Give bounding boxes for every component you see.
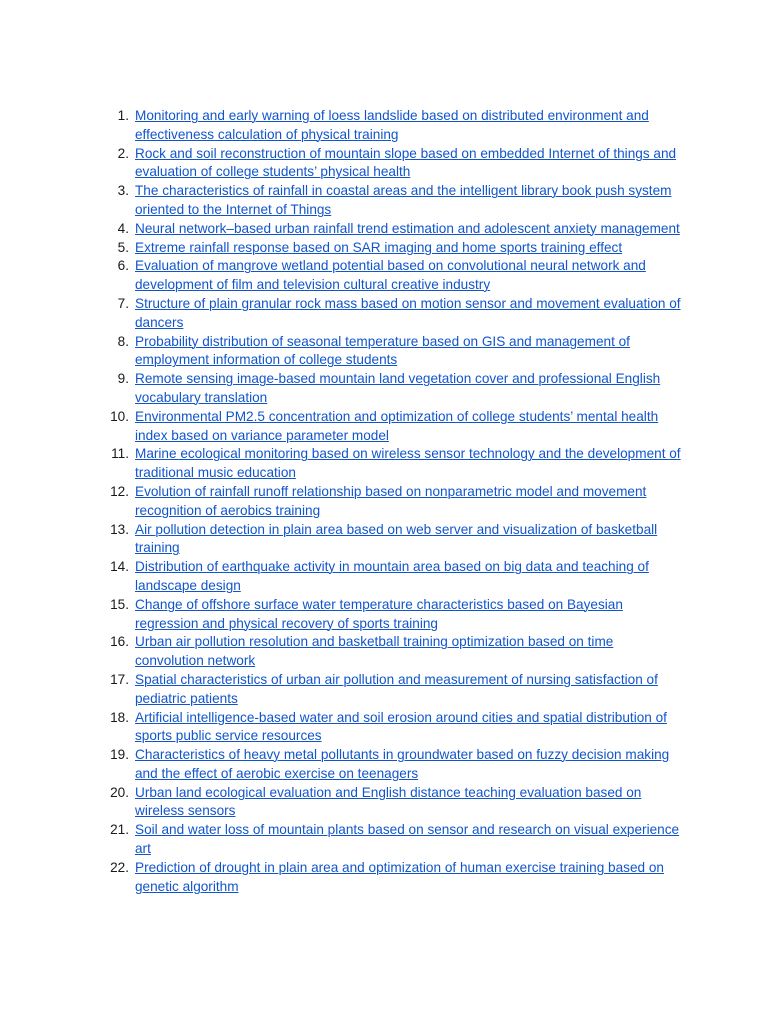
list-item	[100, 671, 684, 709]
reference-link[interactable]: Artificial intelligence-based water and soil erosion around cities and spatial distribution of sports public service resources	[135, 709, 667, 744]
list-item	[100, 709, 684, 747]
list-item	[100, 220, 684, 239]
list-item-number: 15.	[110, 596, 129, 612]
reference-list	[100, 107, 684, 896]
list-item-number: 9.	[117, 371, 129, 387]
list-item	[100, 521, 684, 559]
list-item-number: 19.	[110, 747, 129, 763]
list-item-number: 22.	[110, 859, 129, 875]
reference-link[interactable]: Urban air pollution resolution and basketball training optimization based on time convolution network	[135, 634, 614, 669]
list-item	[100, 257, 684, 295]
reference-link[interactable]: Probability distribution of seasonal temperature based on GIS and management of employment information of college students	[135, 333, 630, 368]
reference-link[interactable]: The characteristics of rainfall in coastal areas and the intelligent library book push system oriented to the Internet of Things	[135, 183, 672, 217]
list-item-number: 1.	[117, 108, 129, 123]
list-item	[100, 107, 684, 145]
list-item-number: 20.	[110, 784, 129, 800]
reference-link[interactable]: Distribution of earthquake activity in mountain area based on big data and teaching of landscape design	[135, 559, 649, 593]
reference-link[interactable]: Evolution of rainfall runoff relationship based on nonparametric model and movement recognition of aerobics training	[135, 483, 647, 518]
list-item	[100, 558, 684, 596]
reference-link[interactable]: Prediction of drought in plain area and optimization of human exercise training based on genetic algorithm	[135, 859, 664, 894]
reference-link[interactable]: Remote sensing image-based mountain land vegetation cover and professional English vocabulary translation	[135, 371, 661, 405]
list-item	[100, 746, 684, 784]
reference-link[interactable]: Change of offshore surface water temperature characteristics based on Bayesian regression and physical recovery of sports training	[135, 596, 623, 631]
reference-link[interactable]: Evaluation of mangrove wetland potential based on convolutional neural network and development of film and television cultural creative industry	[135, 258, 646, 293]
list-item-number: 12.	[110, 483, 129, 499]
list-item-number: 18.	[110, 709, 129, 725]
reference-link[interactable]: Extreme rainfall response based on SAR imaging and home sports training effect	[135, 239, 623, 255]
list-item	[100, 145, 684, 183]
reference-link[interactable]: Characteristics of heavy metal pollutants in groundwater based on fuzzy decision making and the effect of aerobic exercise on teenagers	[135, 747, 670, 781]
reference-link[interactable]: Soil and water loss of mountain plants based on sensor and research on visual experience art	[135, 822, 680, 857]
list-item	[100, 408, 684, 446]
list-item	[100, 821, 684, 859]
list-item	[100, 333, 684, 371]
list-item-number: 13.	[110, 521, 129, 537]
list-item	[100, 784, 684, 822]
reference-link[interactable]: Marine ecological monitoring based on wireless sensor technology and the development of traditional music education	[135, 446, 681, 481]
list-item	[100, 295, 684, 333]
list-item	[100, 239, 684, 258]
list-item-number: 16.	[110, 634, 129, 650]
list-item-number: 17.	[110, 671, 129, 687]
reference-link[interactable]: Urban land ecological evaluation and English distance teaching evaluation based on wireless sensors	[135, 784, 642, 819]
reference-link[interactable]: Structure of plain granular rock mass based on motion sensor and movement evaluation of dancers	[135, 295, 681, 330]
list-item	[100, 596, 684, 634]
list-item-number: 21.	[110, 822, 129, 838]
list-item-number: 11.	[111, 446, 129, 462]
list-item-number: 7.	[117, 295, 129, 311]
list-item	[100, 445, 684, 483]
reference-link[interactable]: Rock and soil reconstruction of mountain slope based on embedded Internet of things and evaluation of college students’ physical health	[135, 145, 677, 180]
list-item-number: 14.	[110, 559, 129, 575]
reference-link[interactable]: Neural network–based urban rainfall trend estimation and adolescent anxiety management	[135, 220, 680, 236]
list-item-number: 5.	[117, 239, 129, 255]
list-item	[100, 370, 684, 408]
reference-link[interactable]: Air pollution detection in plain area based on web server and visualization of basketball training	[135, 521, 658, 556]
list-item-number: 3.	[117, 183, 129, 199]
reference-link[interactable]: Spatial characteristics of urban air pollution and measurement of nursing satisfaction of pediatric patients	[135, 671, 658, 706]
list-item-number: 6.	[117, 258, 129, 274]
list-item	[100, 633, 684, 671]
list-item-number: 2.	[117, 145, 129, 161]
list-item	[100, 483, 684, 521]
list-item	[100, 859, 684, 897]
list-item-number: 10.	[110, 408, 129, 424]
list-item	[100, 182, 684, 220]
list-item-number: 4.	[117, 220, 129, 236]
reference-link[interactable]: Monitoring and early warning of loess landslide based on distributed environment and effectiveness calculation of physical training	[135, 108, 649, 142]
list-item-number: 8.	[117, 333, 129, 349]
reference-link[interactable]: Environmental PM2.5 concentration and optimization of college students’ mental health index based on variance parameter model	[135, 408, 659, 443]
